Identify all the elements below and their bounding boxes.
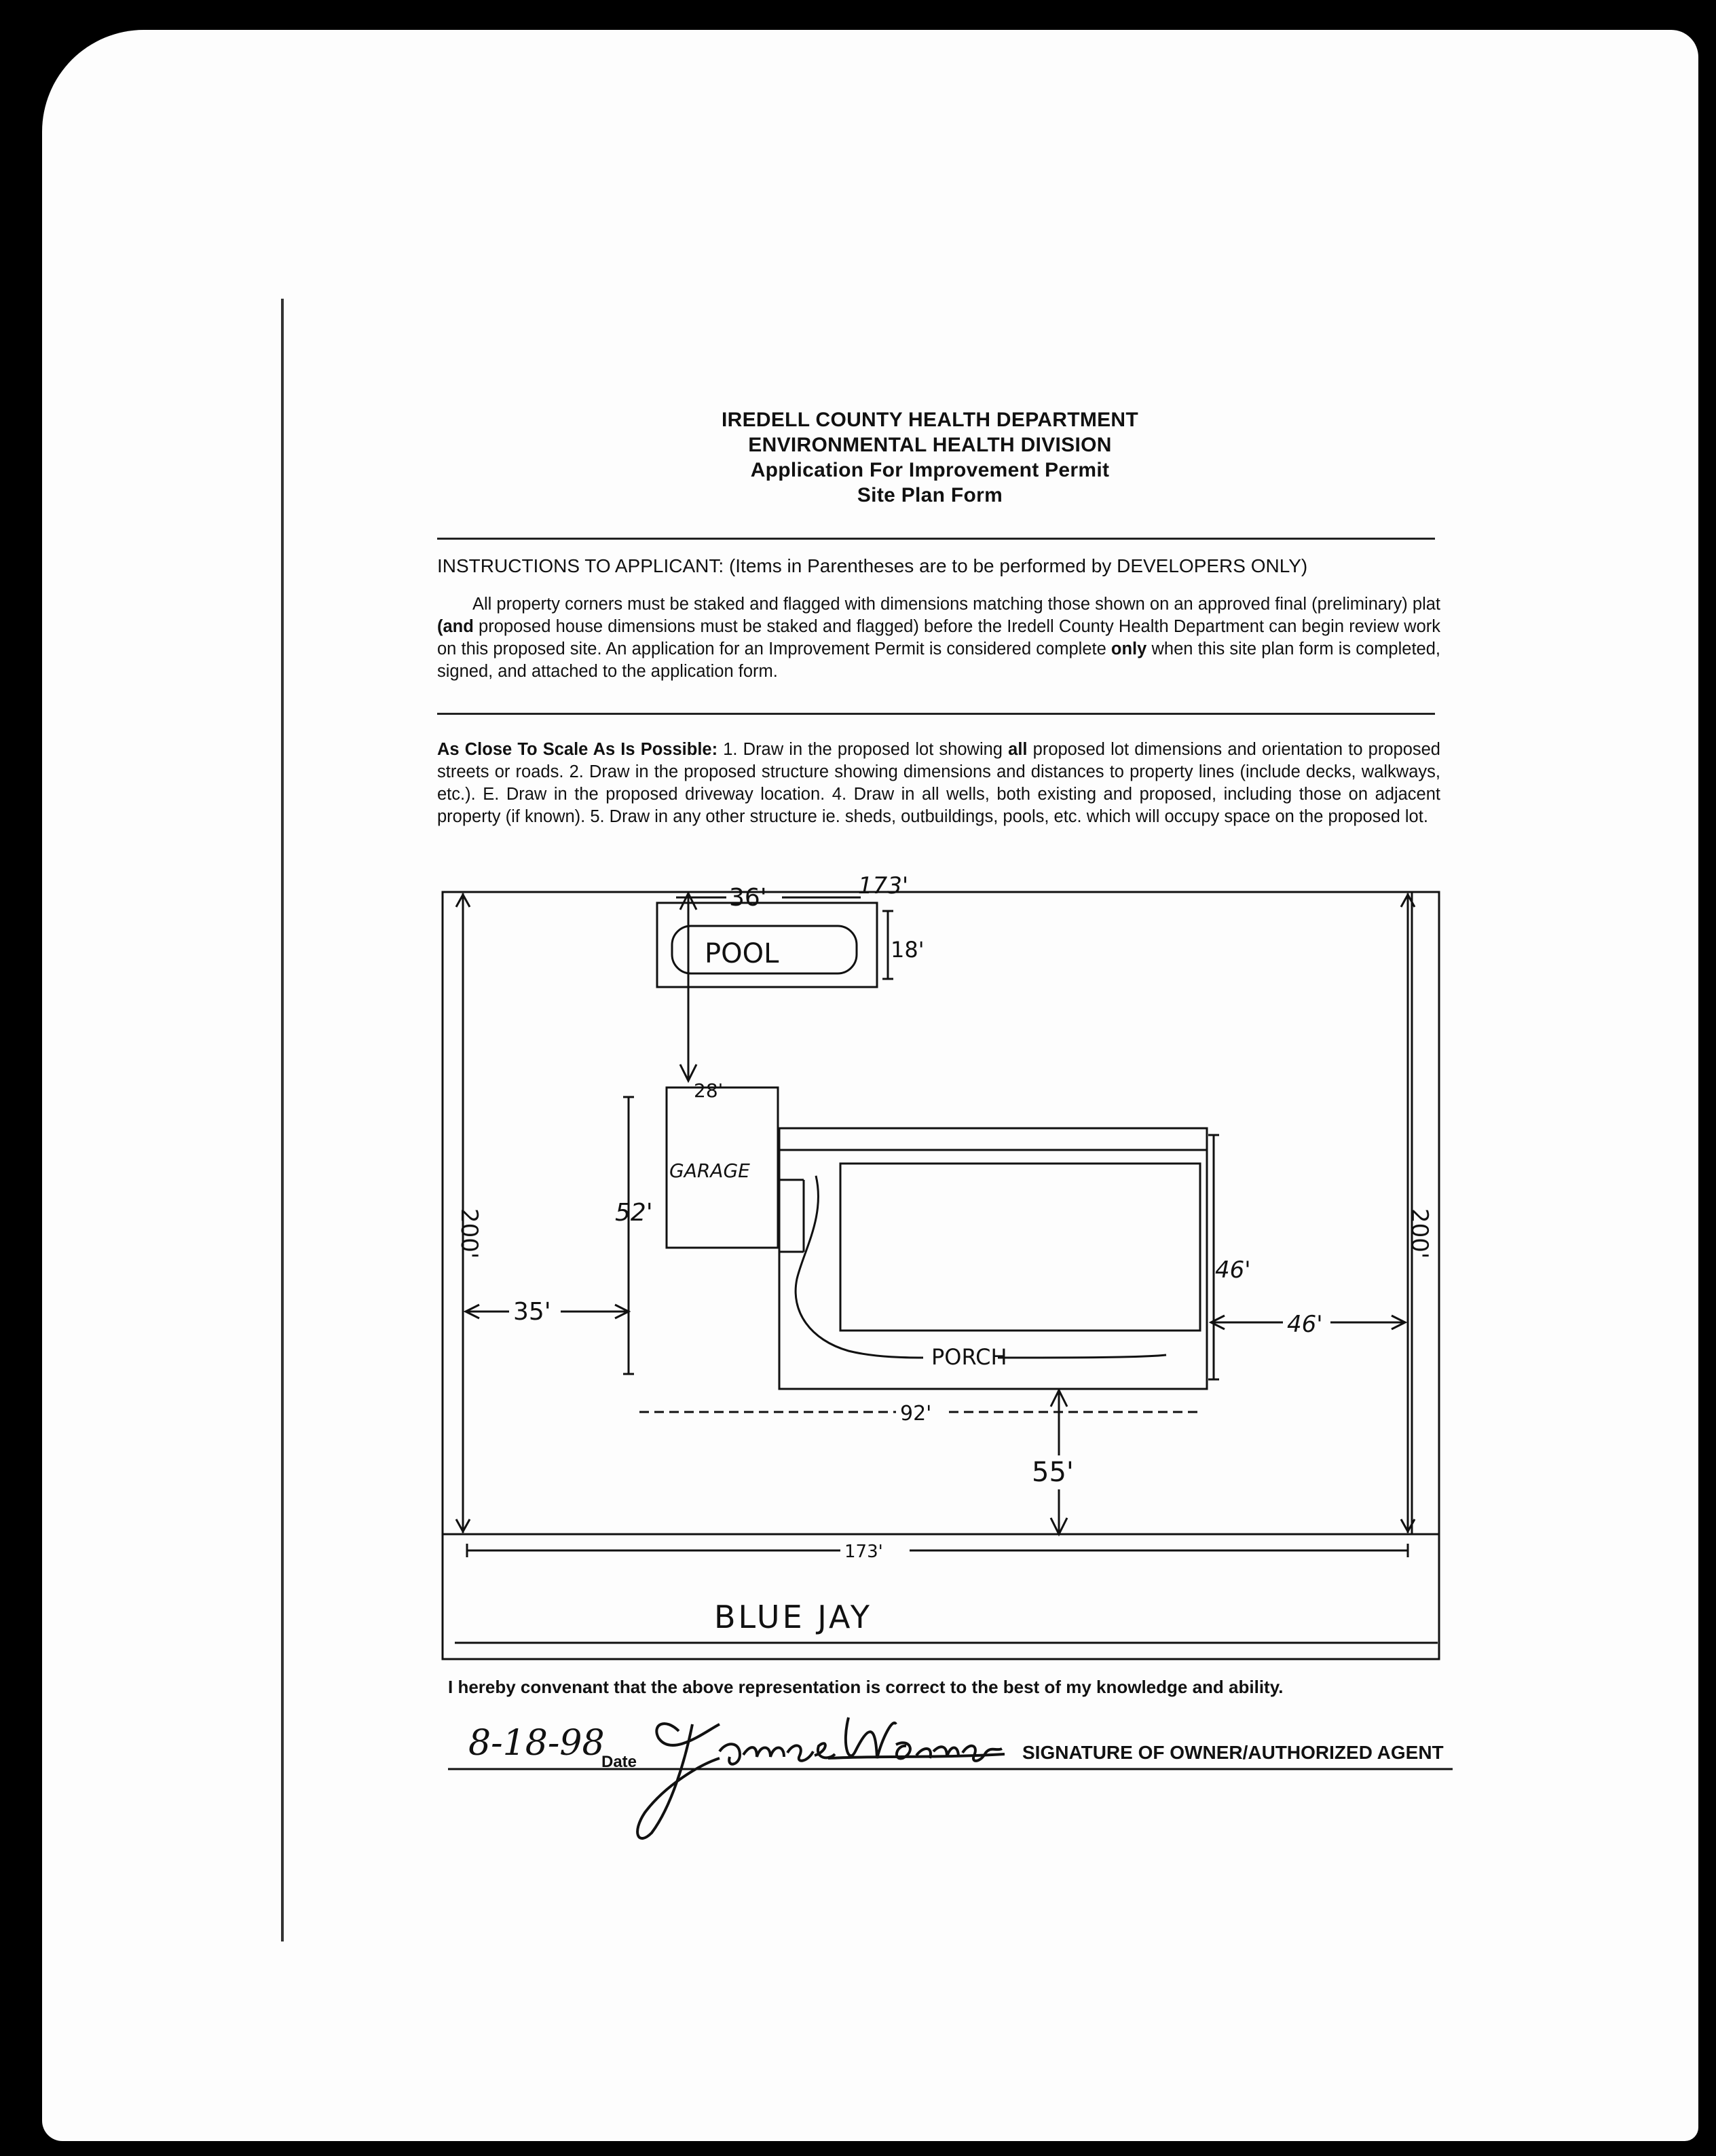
- instructions-text-2: proposed house dimensions must be staked and flagged) before the Iredell County Health Department can begin review work on this proposed site. An application for an Improvement Permit is considered complete: [437, 617, 1440, 658]
- left-setback-label: 35': [513, 1298, 551, 1326]
- front-setback-label: 55': [1032, 1457, 1074, 1488]
- house-width-label: 92': [900, 1402, 932, 1426]
- house-outline: [840, 1164, 1200, 1331]
- instructions-text-3: when this site plan form is completed, signed, and attached to the application form.: [437, 639, 1440, 681]
- garage-label: GARAGE: [669, 1159, 750, 1182]
- scale-instructions-bold-all: all: [1008, 740, 1028, 759]
- porch-curve-right: [998, 1355, 1166, 1358]
- header-division: ENVIRONMENTAL HEALTH DIVISION: [748, 434, 1112, 456]
- garage-depth-label: 52': [615, 1199, 653, 1227]
- house-depth-line: [1208, 1135, 1219, 1379]
- left-margin-rule: [281, 299, 284, 1941]
- scale-instructions-text-1: 1. Draw in the proposed lot showing: [717, 740, 1009, 759]
- pool-depth-line: [882, 911, 893, 979]
- pool-depth-label: 18': [891, 937, 925, 963]
- house-depth-label: 46': [1215, 1257, 1251, 1284]
- garage-depth-line: [623, 1097, 634, 1374]
- garage-walkway: [779, 1180, 804, 1252]
- form-header: [407, 407, 1453, 508]
- lot-width-top-label: 173': [858, 872, 909, 899]
- lot-depth-left-label: 200': [455, 1208, 483, 1259]
- pool-label: POOL: [705, 938, 779, 969]
- garage-width-label: 28': [694, 1079, 724, 1102]
- road-name-label: BLUE JAY: [714, 1599, 873, 1635]
- signature-label: SIGNATURE OF OWNER/AUTHORIZED AGENT: [1022, 1742, 1444, 1763]
- instructions-bold-only: only: [1111, 639, 1147, 658]
- site-plan-drawing: [434, 870, 1453, 1671]
- pool-outline: [672, 926, 857, 973]
- plan-frame: [443, 892, 1439, 1659]
- pool-width-label: 36': [729, 884, 767, 912]
- owner-signature: [624, 1704, 1005, 1853]
- instructions-bold-and: (and: [437, 617, 474, 636]
- signed-date: 8-18-98: [468, 1723, 605, 1764]
- scale-instructions-lead: As Close To Scale As Is Possible:: [437, 740, 718, 759]
- scale-instructions-text-2: proposed lot dimensions and orientation to proposed streets or roads. 2. Draw in the proposed structure showing dimensions and distances to property lines (include decks, walkways, etc.). E. Draw in the proposed driveway location. 4. Draw in all wells, both existing and proposed, including those on adjacent property (if known). 5. Draw in any other structure ie. sheds, outbuildings, pools, etc. which will occupy space on the proposed lot.: [437, 740, 1440, 826]
- header-department: IREDELL COUNTY HEALTH DEPARTMENT: [721, 409, 1139, 431]
- lot-depth-right-label: 200': [1406, 1208, 1433, 1259]
- header-application: Application For Improvement Permit: [750, 459, 1110, 481]
- header-form-name: Site Plan Form: [857, 484, 1003, 506]
- porch-label: PORCH: [931, 1344, 1007, 1370]
- date-label: Date: [601, 1753, 637, 1771]
- certification-statement: I hereby convenant that the above representation is correct to the best of my knowledge and ability.: [448, 1677, 1284, 1697]
- instructions-paragraph: [437, 593, 1440, 683]
- header-divider: [437, 538, 1435, 540]
- instructions-heading: INSTRUCTIONS TO APPLICANT: (Items in Parentheses are to be performed by DEVELOPERS ONLY): [437, 555, 1308, 576]
- right-setback-label: 46': [1287, 1311, 1323, 1338]
- instructions-divider: [437, 713, 1435, 715]
- lot-width-bottom-label: 173': [844, 1542, 883, 1562]
- garage-outline: [667, 1088, 778, 1248]
- instructions-text-1: All property corners must be staked and flagged with dimensions matching those shown on an approved final (preliminary) plat: [472, 595, 1440, 614]
- scale-instructions-paragraph: [437, 739, 1440, 828]
